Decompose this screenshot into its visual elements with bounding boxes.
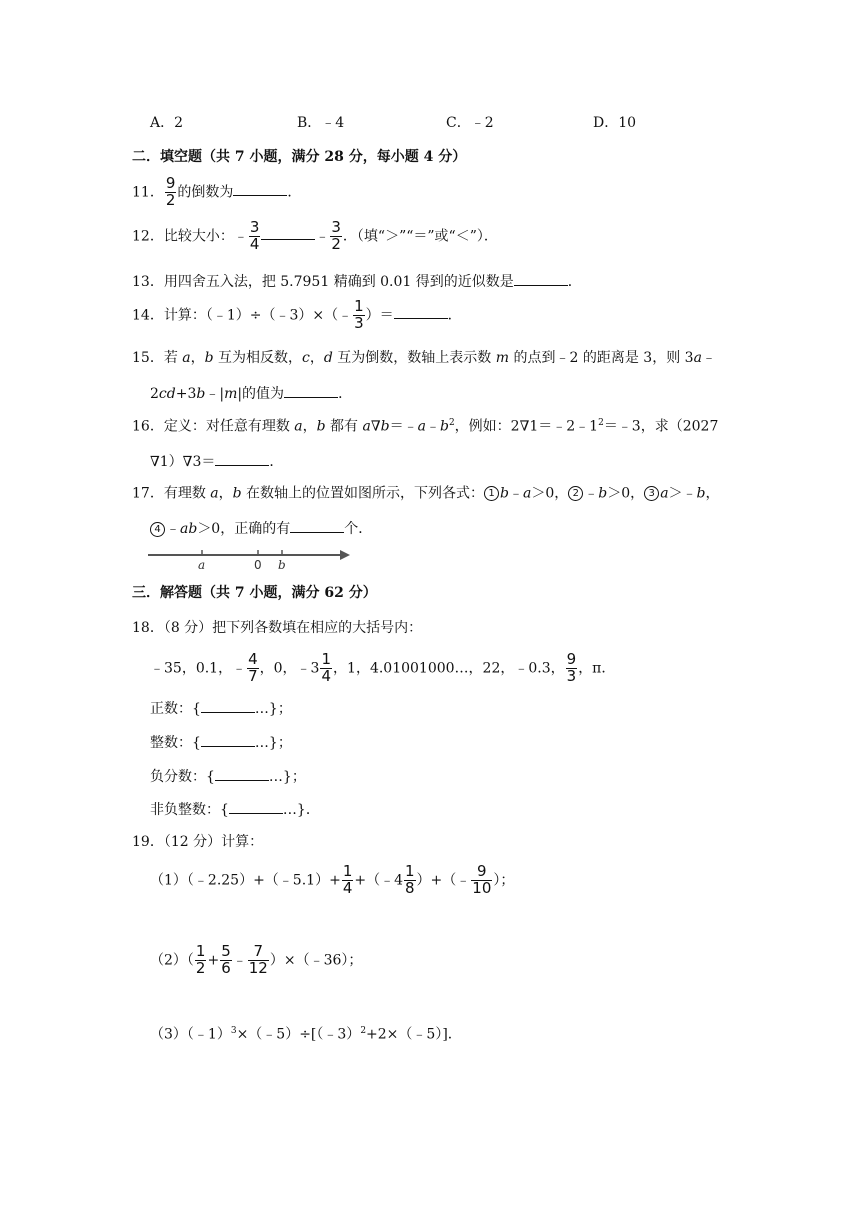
q18-fraction-2: $\frac{9}{3}$	[566, 650, 577, 685]
question-16-line-1: 16．定义：对任意有理数 a，b 都有 $a\nabla b=﹣a﹣b^2$，例如：$2\nabla 1=﹣2﹣1^2=﹣3$，求（2027	[132, 418, 719, 435]
answer-blank	[394, 306, 448, 319]
question-18-numbers: ﹣35，0.1，﹣ $\frac{4}{7}$ ，0，﹣3 $\frac{1}{4}$ ，1，4.01001000…，22，﹣0.3， $\frac{9}{3}$ ，π．	[150, 650, 616, 685]
answer-blank	[290, 520, 344, 533]
label-zero: 0	[254, 558, 262, 572]
circled-number-4: 4	[150, 522, 165, 537]
question-15-line-1: 15．若 a，b 互为相反数，c，d 互为倒数，数轴上表示数 m 的点到﹣2 的距离是 3，则 3a﹣	[132, 350, 716, 366]
set-positive: 正数：{ …}；	[150, 701, 292, 717]
circled-number-3: 3	[644, 486, 659, 501]
circled-number-2: 2	[568, 486, 583, 501]
option-b: B．﹣4	[297, 115, 345, 131]
question-11: 11． $\frac{9}{2}$ 的倒数为 ．	[132, 174, 302, 209]
answer-blank	[201, 700, 255, 713]
set-non-negative-integer: 非负整数：{ …}．	[150, 802, 320, 818]
q11-text: 的倒数为	[177, 184, 234, 201]
question-12: 12．比较大小：﹣ $\frac{3}{4}$ ﹣ $\frac{3}{2}$ ．（填“＞”“＝”或“＜”）．	[132, 218, 498, 253]
answer-blank	[284, 385, 338, 398]
question-18-title: 18．（8 分）把下列各数填在相应的大括号内：	[132, 620, 423, 636]
question-17-line-2: 4 ﹣ab＞0，正确的有 个．	[150, 520, 372, 537]
q19-1-fraction-2: $\frac{1}{8}$	[405, 862, 415, 897]
q12-fraction-1: $\frac{3}{4}$	[249, 218, 260, 253]
question-13: 13．用四舍五入法，把 5.7951 精确到 0.01 得到的近似数是 ．	[132, 274, 582, 290]
answer-blank	[215, 768, 269, 781]
q19-2-fraction-3: $\frac{7}{12}$	[248, 942, 268, 977]
circled-number-1: 1	[484, 486, 499, 501]
answer-blank	[514, 273, 568, 286]
q13-text: 13．用四舍五入法，把 5.7951 精确到 0.01 得到的近似数是	[132, 274, 514, 290]
question-14: 14．计算：（﹣1）÷（﹣3）×（﹣ $\frac{1}{3}$ ）＝ ．	[132, 297, 462, 332]
set-integer: 整数：{ …}；	[150, 735, 292, 751]
option-d: D．10	[593, 115, 637, 131]
q18-fraction-1: $\frac{4}{7}$	[248, 650, 258, 685]
number-line-figure	[146, 546, 356, 572]
q19-1-fraction-3: $\frac{9}{10}$	[472, 862, 492, 897]
set-negative-fraction: 负分数：{ …}；	[150, 769, 306, 785]
question-19-title: 19．（12 分）计算：	[132, 834, 264, 850]
question-15-line-2: 2cd+3b﹣|m|的值为 ．	[150, 386, 353, 402]
question-16-line-2: ∇1）∇3＝ ．	[150, 454, 284, 470]
answer-blank	[261, 227, 315, 240]
number-line-arrow	[340, 550, 350, 560]
question-19-part-1: （1）（﹣2.25）+（﹣5.1）+ $\frac{1}{4}$ +（﹣4 $\frac{1}{8}$ ）+（﹣ $\frac{9}{10}$ ）；	[150, 862, 515, 897]
q19-2-fraction-1: $\frac{1}{2}$	[195, 942, 206, 977]
option-c: C．﹣2	[446, 115, 494, 131]
question-17-line-1: 17．有理数 a，b 在数轴上的位置如图所示，下列各式： 1 b﹣a＞0， 2 ﹣b＞0， 3 a＞﹣b，	[132, 485, 720, 502]
question-19-part-3: （3）（﹣1）$^3$×（﹣5）÷[（﹣3）$^2$+2×（﹣5）]．	[150, 1026, 462, 1043]
label-a: a	[198, 558, 206, 572]
section-heading-fill-in: 二．填空题（共 7 小题，满分 28 分，每小题 4 分）	[132, 149, 467, 165]
answer-blank	[215, 453, 269, 466]
q11-number: 11．	[132, 184, 164, 201]
q12-text: 12．比较大小：﹣	[132, 228, 248, 245]
label-b: b	[278, 558, 286, 572]
q19-2-fraction-2: $\frac{5}{6}$	[221, 942, 231, 977]
q19-1-fraction-1: $\frac{1}{4}$	[342, 862, 353, 897]
q18-mixed-fraction: $\frac{1}{4}$	[321, 650, 332, 685]
option-a: A．2	[150, 115, 184, 131]
answer-blank	[201, 734, 255, 747]
q12-fraction-2: $\frac{3}{2}$	[331, 218, 341, 253]
question-19-part-2: （2）（ $\frac{1}{2}$ + $\frac{5}{6}$ ﹣ $\frac{7}{12}$ ）×（﹣36）；	[150, 942, 363, 977]
q11-fraction: $\frac{9}{2}$	[165, 174, 176, 209]
q14-text: 14．计算：（﹣1）÷（﹣3）×（﹣	[132, 307, 353, 324]
answer-blank	[233, 183, 287, 196]
answer-blank	[229, 801, 283, 814]
q14-fraction: $\frac{1}{3}$	[354, 297, 364, 332]
section-heading-solve: 三．解答题（共 7 小题，满分 62 分）	[132, 585, 377, 601]
